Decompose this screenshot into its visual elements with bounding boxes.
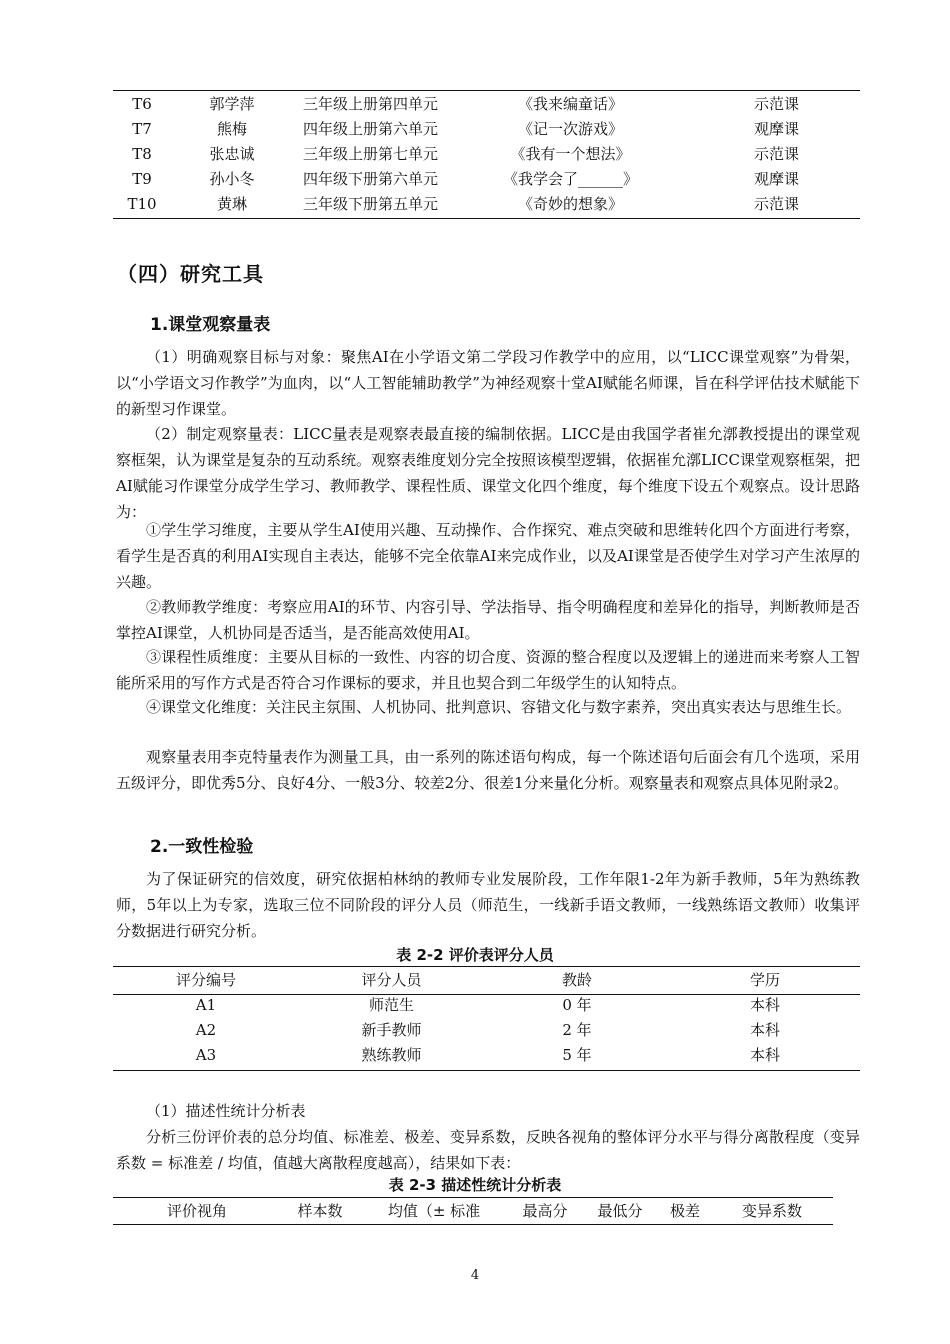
table-cell: 5 年 [562, 1046, 592, 1064]
table-2-3-top-rule [113, 1197, 833, 1198]
table-cell: 示范课 [753, 145, 799, 163]
paragraph-student-dimension: ①学生学习维度，主要从学生AI使用兴趣、互动操作、合作探究、难点突破和思维转化四个方面进行考察，看学生是否真的利用AI实现自主表达，能够不完全依靠AI来完成作业，以及AI课堂是否使学生对学习产生浓厚的兴趣。 [116, 521, 860, 591]
table-cell: 黄琳 [216, 195, 247, 213]
paragraph-culture-dimension: ④课堂文化维度：关注民主氛围、人机协同、批判意识、容错文化与数字素养，突出真实表达与思维生长。 [146, 698, 852, 716]
table-row [113, 192, 860, 217]
table-header-cell: 评价视角 [166, 1202, 227, 1220]
table-cell: 示范课 [753, 95, 799, 113]
table-cell: 本科 [749, 1021, 780, 1039]
table-cell: T9 [132, 170, 152, 188]
section-title: （四）研究工具 [117, 262, 264, 286]
table-cell: 示范课 [753, 195, 799, 213]
table-cell: 《记一次游戏》 [517, 120, 623, 138]
top-table-top-rule [113, 90, 860, 91]
table-2-2-top-rule [113, 966, 860, 967]
table-row [113, 167, 860, 192]
table-header-cell: 最高分 [522, 1202, 568, 1220]
table-cell: 四年级上册第六单元 [302, 120, 438, 138]
paragraph-descriptive-stats-title: （1）描述性统计分析表 [146, 1102, 306, 1120]
table-2-3-caption: 表 2-3 描述性统计分析表 [388, 1176, 562, 1194]
table-header-cell: 学历 [749, 971, 780, 989]
table-cell: 《我来编童话》 [517, 95, 623, 113]
table-cell: 孙小冬 [209, 170, 255, 188]
paragraph-likert-scale: 观察量表用李克特量表作为测量工具，由一系列的陈述语句构成，每一个陈述语句后面会有几个选项，采用五级评分，即优秀5分、良好4分、一般3分、较差2分、很差1分来量化分析。观察量表和观察点具体见附录2。 [116, 748, 860, 792]
table-cell: A3 [195, 1046, 217, 1064]
paragraph-teacher-dimension: ②教师教学维度：考察应用AI的环节、内容引导、学法指导、指令明确程度和差异化的指导，判断教师是否掌控AI课堂，人机协同是否适当，是否能高效使用AI。 [116, 598, 860, 642]
table-cell: T7 [132, 120, 152, 138]
table-row [113, 117, 860, 142]
table-header-cell: 均值（± 标准 [387, 1202, 481, 1220]
table-row [113, 993, 860, 1018]
table-row [113, 1043, 860, 1068]
table-header-cell: 评分人员 [361, 971, 422, 989]
table-2-3-header-rule [113, 1224, 833, 1225]
table-cell: 观摩课 [753, 120, 799, 138]
table-header-cell: 变异系数 [741, 1202, 802, 1220]
table-row [113, 142, 860, 167]
paragraph-course-dimension: ③课程性质维度：主要从目标的一致性、内容的切合度、资源的整合程度以及逻辑上的递进而来考察人工智能所采用的写作方式是否符合习作课标的要求，并且也契合到二年级学生的认知特点。 [116, 648, 860, 692]
table-cell: T8 [132, 145, 152, 163]
subsection-1-title: 1.课堂观察量表 [150, 315, 271, 335]
table-cell: 《奇妙的想象》 [517, 195, 623, 213]
teacher-lesson-table [113, 92, 860, 217]
table-cell: 郭学萍 [209, 95, 255, 113]
paragraph-observation-scale: （2）制定观察量表：LICC量表是观察表最直接的编制依据。LICC是由我国学者崔允漷教授提出的课堂观察框架，认为课堂是复杂的互动系统。观察表维度划分完全按照该模型逻辑，依据崔允漷LICC课堂观察框架，把AI赋能习作课堂分成学生学习、教师教学、课程性质、课堂文化四个维度，每个维度下设五个观察点。设计思路为： [116, 425, 860, 521]
table-cell: T6 [132, 95, 152, 113]
table-cell: A2 [195, 1021, 217, 1039]
table-cell: 《我有一个想法》 [510, 145, 631, 163]
table-cell: 本科 [749, 1046, 780, 1064]
table-cell: 观摩课 [753, 170, 799, 188]
paragraph-consistency: 为了保证研究的信效度，研究依据柏林纳的教师专业发展阶段，工作年限1-2年为新手教师，5年为熟练教师，5年以上为专家，选取三位不同阶段的评分人员（师范生，一线新手语文教师，一线熟练语文教师）收集评分数据进行研究分析。 [116, 870, 860, 940]
subsection-2-title: 2.一致性检验 [150, 837, 254, 857]
top-table-bottom-rule [113, 218, 860, 219]
table-2-2-header-rule [113, 994, 860, 995]
table-2-2 [113, 968, 860, 1068]
table-header-cell: 教龄 [561, 971, 592, 989]
table-cell: 三年级上册第四单元 [302, 95, 438, 113]
table-cell: T10 [127, 195, 157, 213]
table-cell: 四年级下册第六单元 [302, 170, 438, 188]
table-cell: 三年级下册第五单元 [302, 195, 438, 213]
table-cell: 《我学会了______》 [502, 170, 638, 188]
table-header-cell: 最低分 [597, 1202, 643, 1220]
table-row [113, 92, 860, 117]
table-cell: 新手教师 [361, 1021, 422, 1039]
table-header-cell: 极差 [669, 1202, 700, 1220]
table-cell: 三年级上册第七单元 [302, 145, 438, 163]
table-2-2-caption: 表 2-2 评价表评分人员 [396, 946, 554, 964]
table-cell: 熟练教师 [361, 1046, 422, 1064]
paragraph-observation-goal: （1）明确观察目标与对象：聚焦AI在小学语文第二学段习作教学中的应用，以“LICC课堂观察”为骨架，以“小学语文习作教学”为血肉，以“人工智能辅助教学”为神经观察十堂AI赋能名师课，旨在科学评估技术赋能下的新型习作课堂。 [116, 348, 860, 418]
table-cell: 张忠诚 [209, 145, 255, 163]
table-header-cell: 样本数 [297, 1202, 343, 1220]
paragraph-descriptive-stats: 分析三份评价表的总分均值、标准差、极差、变异系数，反映各视角的整体评分水平与得分离散程度（变异系数 = 标准差 / 均值，值越大离散程度越高），结果如下表： [116, 1128, 860, 1172]
table-header-cell: 评分编号 [175, 971, 236, 989]
table-cell: 熊梅 [216, 120, 247, 138]
table-cell: 本科 [749, 996, 780, 1014]
table-cell: 师范生 [368, 996, 414, 1014]
table-2-3 [113, 1199, 833, 1224]
page-number: 4 [470, 1268, 480, 1283]
table-cell: 2 年 [562, 1021, 592, 1039]
table-row [113, 1018, 860, 1043]
table-cell: 0 年 [562, 996, 592, 1014]
table-2-2-bottom-rule [113, 1070, 860, 1071]
table-cell: A1 [195, 996, 217, 1014]
